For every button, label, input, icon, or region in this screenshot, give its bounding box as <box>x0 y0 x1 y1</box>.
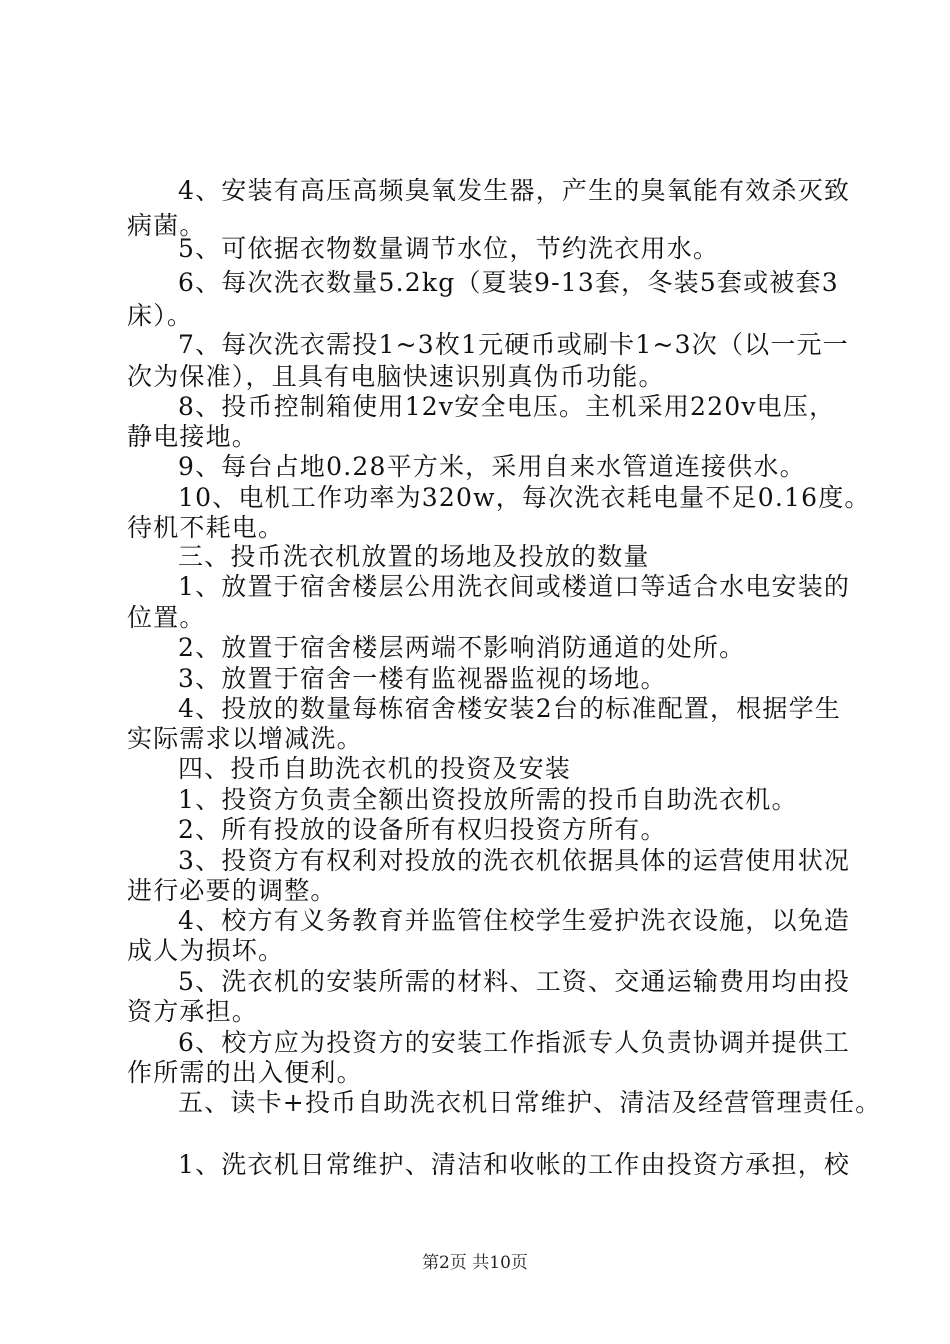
section-heading: 五、读卡+投币自助洗衣机日常维护、清洁及经营管理责任。 <box>178 1088 882 1117</box>
paragraph-line: 4、校方有义务教育并监管住校学生爱护洗衣设施，以免造 <box>178 906 851 935</box>
page-number-footer: 第2页 共10页 <box>422 1253 528 1273</box>
paragraph-line: 4、安装有高压高频臭氧发生器，产生的臭氧能有效杀灭致 <box>178 176 851 205</box>
paragraph-line: 待机不耗电。 <box>127 513 285 542</box>
paragraph-line: 7、每次洗衣需投1~3枚1元硬币或刷卡1~3次（以一元一 <box>178 330 849 359</box>
paragraph-line: 进行必要的调整。 <box>127 876 337 905</box>
section-heading: 四、投币自助洗衣机的投资及安装 <box>178 754 572 783</box>
paragraph-line: 5、可依据衣物数量调节水位，节约洗衣用水。 <box>178 234 720 263</box>
paragraph-line: 资方承担。 <box>127 997 259 1026</box>
paragraph-line: 1、放置于宿舍楼层公用洗衣间或楼道口等适合水电安装的 <box>178 572 851 601</box>
paragraph-line: 1、投资方负责全额出资投放所需的投币自助洗衣机。 <box>178 785 798 814</box>
paragraph-line: 2、放置于宿舍楼层两端不影响消防通道的处所。 <box>178 633 746 662</box>
paragraph-line: 病菌。 <box>127 211 206 240</box>
paragraph-line: 5、洗衣机的安装所需的材料、工资、交通运输费用均由投 <box>178 967 851 996</box>
paragraph-line: 9、每台占地0.28平方米，采用自来水管道连接供水。 <box>178 452 806 481</box>
paragraph-line: 次为保准），且具有电脑快速识别真伪币功能。 <box>127 362 665 391</box>
paragraph-line: 10、电机工作功率为320w，每次洗衣耗电量不足0.16度。 <box>178 483 871 512</box>
paragraph-line: 2、所有投放的设备所有权归投资方所有。 <box>178 815 667 844</box>
section-heading: 三、投币洗衣机放置的场地及投放的数量 <box>178 542 650 571</box>
paragraph-line: 作所需的出入便利。 <box>127 1058 363 1087</box>
paragraph-line: 床）。 <box>127 301 194 330</box>
paragraph-line: 8、投币控制箱使用12v安全电压。主机采用220v电压， <box>178 392 836 421</box>
paragraph-line: 静电接地。 <box>127 422 259 451</box>
paragraph-line: 6、每次洗衣数量5.2kg（夏装9-13套，冬装5套或被套3 <box>178 268 839 297</box>
paragraph-line: 3、放置于宿舍一楼有监视器监视的场地。 <box>178 664 667 693</box>
paragraph-line: 位置。 <box>127 603 206 632</box>
paragraph-line: 实际需求以增减洗。 <box>127 724 363 753</box>
paragraph-line: 1、洗衣机日常维护、清洁和收帐的工作由投资方承担，校 <box>178 1150 851 1179</box>
paragraph-line: 成人为损坏。 <box>127 936 285 965</box>
paragraph-line: 3、投资方有权利对投放的洗衣机依据具体的运营使用状况 <box>178 846 851 875</box>
paragraph-line: 4、投放的数量每栋宿舍楼安装2台的标准配置，根据学生 <box>178 694 842 723</box>
paragraph-line: 6、校方应为投资方的安装工作指派专人负责协调并提供工 <box>178 1028 851 1057</box>
